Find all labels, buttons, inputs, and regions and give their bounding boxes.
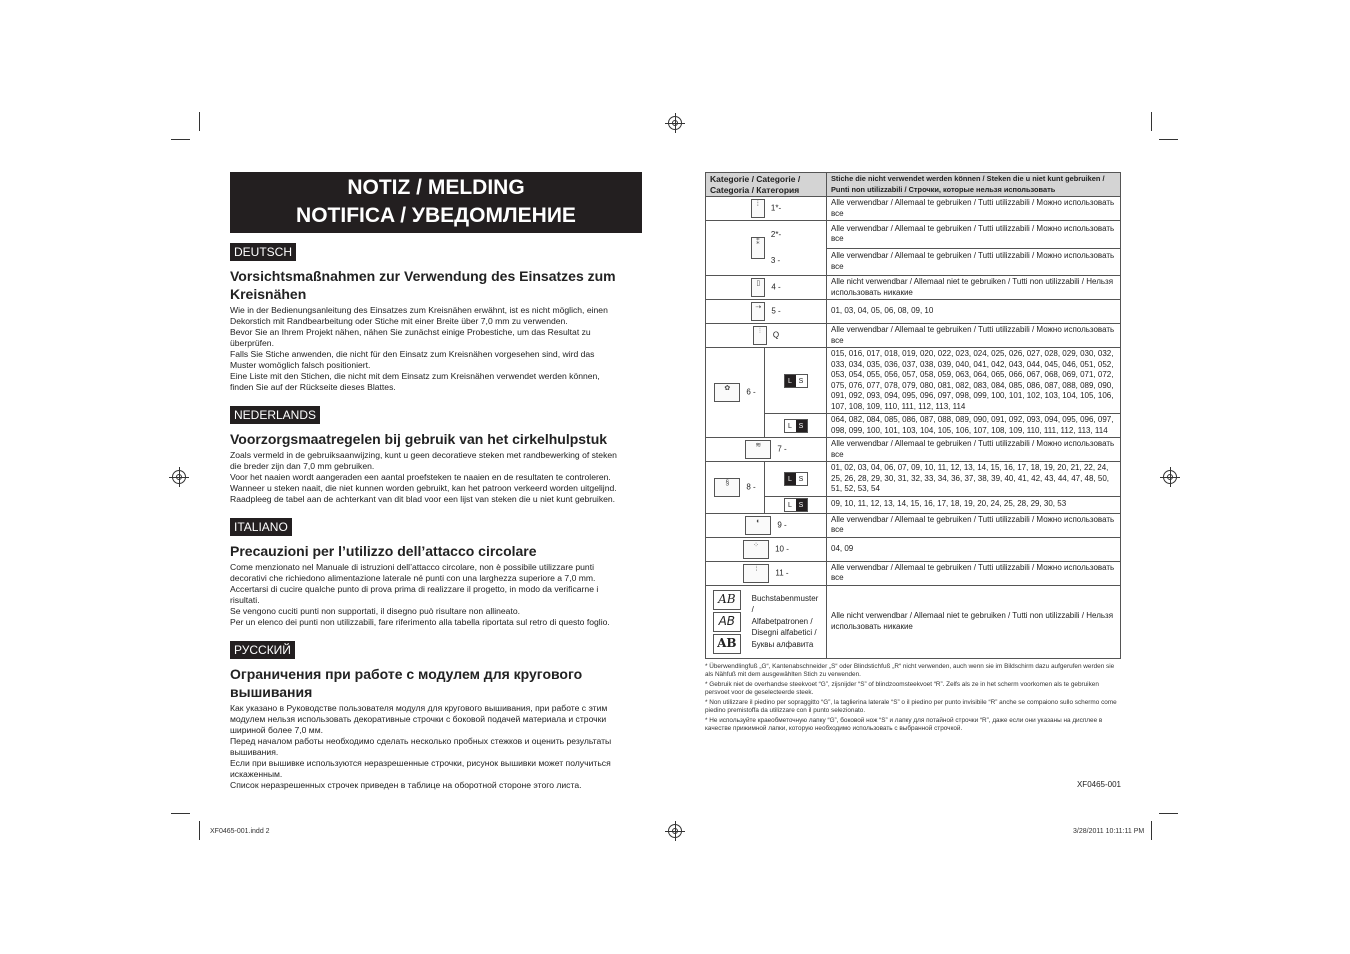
table-cell: 09, 10, 11, 12, 13, 14, 15, 16, 17, 18, 19, 20, 24, 25, 28, 29, 30, 53 xyxy=(827,496,1121,513)
table-cell: 01, 02, 03, 04, 06, 07, 09, 10, 11, 12, 13, 14, 15, 16, 17, 18, 19, 20, 21, 22, 24, 25, 26, 28, 29, 30, 31, 32, 33, 34, 36, 37, 38, 39, 40, 41, 42, 43, 44, 47, 48, 50, 51, 52, 53, 54 xyxy=(827,462,1121,497)
section-de xyxy=(230,233,642,393)
ls-selector-s-icon xyxy=(784,419,808,433)
category-label: 11 - xyxy=(775,568,789,578)
text-line: Bevor Sie an Ihrem Projekt nähen, nähen Sie zunächst einige Probestiche, um das Resultat zu xyxy=(230,327,591,337)
section-ru xyxy=(230,631,642,791)
crop-mark xyxy=(199,112,200,131)
text-line: модулем нельзя использовать декоративные строчки с боковой подачей материала и строчки xyxy=(230,714,607,724)
table-row xyxy=(706,513,1121,537)
text-line: шириной более 7,0 мм. xyxy=(230,725,323,735)
text-line: Буквы алфавита xyxy=(751,639,814,649)
stitch-category-icon: ▯ xyxy=(751,278,765,297)
table-row xyxy=(706,414,1121,438)
category-label: 3 - xyxy=(770,256,781,265)
footer-date: 3/28/2011 10:11:11 PM xyxy=(1073,828,1145,835)
text-line: Come menzionato nel Manuale di istruzioni dell’attacco circolare, non è possibile utilizzare punti xyxy=(230,562,594,572)
category-label: 10 - xyxy=(775,544,789,554)
stitch-category-icon: ≋ xyxy=(745,440,771,459)
text-line: Eine Liste mit den Stichen, die nicht mit dem Einsatz zum Kreisnähen verwendet werden können, xyxy=(230,371,600,381)
ls-selector-l-icon xyxy=(784,472,808,486)
category-label: 1*- xyxy=(770,203,782,213)
table-cell: Alle nicht verwendbar / Allemaal niet te gebruiken / Tutti non utilizzabili / Нельзя использовать никакие xyxy=(827,585,1121,658)
text-line: Disegni alfabetici / xyxy=(751,628,817,638)
language-badge: ITALIANO xyxy=(230,518,292,536)
table-row xyxy=(706,300,1121,324)
alphabet-block-icon: AB xyxy=(713,590,741,610)
page-title xyxy=(230,172,642,233)
section-heading: Ограничения при работе с модулем для кругового вышивания xyxy=(230,666,583,700)
table-cell: Alle verwendbar / Allemaal te gebruiken / Tutti utilizzabili / Можно использовать все xyxy=(827,438,1121,462)
table-row xyxy=(706,496,1121,513)
category-label: 8 - xyxy=(746,482,756,492)
ls-letter: S xyxy=(798,377,804,385)
stitch-category-icon: ⁞ xyxy=(751,199,765,218)
table-cell: Alle verwendbar / Allemaal te gebruiken / Tutti utilizzabili / Можно использовать все xyxy=(827,324,1121,348)
table-cell: 04, 09 xyxy=(827,537,1121,561)
section-nl xyxy=(230,396,642,505)
text-line: Falls Sie Stiche anwenden, die nicht für den Einsatz zum Kreisnähen vorgesehen sind, wird das xyxy=(230,349,595,359)
table-row xyxy=(706,438,1121,462)
stitch-category-icon: ✿ xyxy=(714,383,740,402)
section-heading: Precauzioni per l’utilizzo dell’attacco circolare xyxy=(230,543,537,559)
document-code: XF0465-001 xyxy=(1076,780,1121,789)
text-line: überprüfen. xyxy=(230,338,274,348)
crop-mark xyxy=(171,813,190,814)
ls-letter: S xyxy=(798,475,804,483)
ls-letter: L xyxy=(788,501,792,509)
registration-mark-icon xyxy=(668,824,682,838)
ls-letter: L xyxy=(785,375,796,387)
registration-mark-icon xyxy=(172,470,186,484)
table-cell: Alle verwendbar / Allemaal te gebruiken / Tutti utilizzabili / Можно использовать все xyxy=(827,197,1121,221)
crop-mark xyxy=(1159,813,1178,814)
alphabet-script-icon: AB xyxy=(713,612,741,632)
ls-letter: S xyxy=(796,420,807,432)
text-line: Muster womöglich falsch positioniert. xyxy=(230,360,371,370)
text-line: Accertarsi di cucire qualche punto di prova prima di realizzare il progetto, in modo da verificarne i xyxy=(230,584,599,594)
table-row xyxy=(706,462,1121,497)
table-row xyxy=(706,537,1121,561)
text-line: Dekorstich mit Randbearbeitung oder Stiche mit einer Breite über 7,0 mm zu verwenden. xyxy=(230,316,568,326)
table-cell: Alle verwendbar / Allemaal te gebruiken / Tutti utilizzabili / Можно использовать все xyxy=(827,561,1121,585)
table-header: Stiche die nicht verwendet werden können / Steken die u niet kunt gebruiken / Punti non utilizzabili / Строчки, которые нельзя использовать xyxy=(827,173,1121,197)
table-header: Kategorie / Categorie / Categoria / Категория xyxy=(706,173,827,197)
text-line: вышивания. xyxy=(230,747,279,757)
text-line: Wanneer u steken naait, die niet kunnen worden gebruikt, kan het patroon verkeerd worden uitgelijnd. xyxy=(230,483,617,493)
stitch-category-icon: § xyxy=(714,478,740,497)
footnote: * Überwendlingfuß „G“, Kantenabschneider „S“ oder Blindstichfuß „R“ nicht verwenden, auch wenn sie im Bildschirm dazu aufgerufen werden sie als Nähfuß mit dem ausgewählten Stich zu verwenden. xyxy=(705,662,1115,678)
category-label: 6 - xyxy=(746,387,756,397)
ls-letter: S xyxy=(796,499,807,511)
ls-letter: L xyxy=(788,422,792,430)
alphabet-outline-icon: AB xyxy=(713,634,741,654)
table-row xyxy=(706,197,1121,221)
table-cell: Alle verwendbar / Allemaal te gebruiken / Tutti utilizzabili / Можно использовать все xyxy=(827,221,1121,249)
footnote: * Gebruik niet de overhandse steekvoet “G”, zijsnijder “S” of blindzoomsteekvoet “R”. Zelfs als ze in het scherm voorkomen als te gebruiken persvoet voor de geselecteerde steek. xyxy=(705,680,1099,696)
text-line: die breder zijn dan 7,0 mm gebruiken. xyxy=(230,461,375,471)
category-label: 4 - xyxy=(771,282,781,292)
title-line: NOTIFICA / УВЕДОМЛЕНИЕ xyxy=(296,204,576,227)
ls-selector-l-icon xyxy=(784,374,808,388)
crop-mark xyxy=(199,821,200,840)
section-body xyxy=(230,703,642,791)
table-row xyxy=(706,348,1121,414)
text-line: Wie in der Bedienungsanleitung des Einsatzes zum Kreisnähen erwähnt, ist es nicht möglich, einen xyxy=(230,305,608,315)
text-line: decorativi che richiedono alimentazione laterale né punti con una larghezza superiore a 7,0 mm. xyxy=(230,573,596,583)
section-body xyxy=(230,450,642,505)
ls-letter: L xyxy=(785,473,796,485)
registration-mark-icon xyxy=(668,116,682,130)
table-cell: Alle nicht verwendbar / Allemaal niet te gebruiken / Tutti non utilizzabili / Нельзя использовать никакие xyxy=(827,276,1121,300)
registration-mark-icon xyxy=(1163,470,1177,484)
text-line: Alfabetpatronen / xyxy=(751,616,813,626)
table-row xyxy=(706,585,1121,658)
text-line: Если при вышивке используются неразрешенные строчки, рисунок вышивки может получиться xyxy=(230,758,611,768)
text-line: risultati. xyxy=(230,595,260,605)
category-label: 2*- xyxy=(770,230,782,239)
table-row xyxy=(706,221,1121,249)
section-heading: Voorzorgsmaatregelen bij gebruik van het cirkelhulpstuk xyxy=(230,431,608,447)
crop-mark xyxy=(1151,821,1152,840)
category-label: 5 - xyxy=(771,306,781,316)
table-cell: 015, 016, 017, 018, 019, 020, 022, 023, 024, 025, 026, 027, 028, 029, 030, 032, 033, 034, 035, 036, 037, 038, 039, 040, 041, 042, 043, 044, 045, 046, 051, 052, 053, 054, 055, 056, 057, 058, 059, 063, 064, 065, 066, 067, 068, 069, 071, 072, 075, 076, 077, 078, 079, 080, 081, 082, 083, 084, 085, 086, 087, 088, 089, 090, 091, 092, 093, 094, 095, 096, 097, 098, 099, 100, 101, 102, 103, 104, 105, 106, 107, 108, 109, 110, 111, 112, 113, 114 xyxy=(827,348,1121,414)
text-line: finden Sie auf der Rückseite dieses Blattes. xyxy=(230,382,396,392)
section-it xyxy=(230,508,642,628)
table-cell: Alle verwendbar / Allemaal te gebruiken / Tutti utilizzabili / Можно использовать все xyxy=(827,513,1121,537)
text-line: Raadpleeg de tabel aan de achterkant van dit blad voor een lijst van steken die u niet kunt gebruiken. xyxy=(230,494,616,504)
stitch-category-icon: ⁘ xyxy=(743,540,769,559)
letters-label xyxy=(752,593,822,651)
category-label: 7 - xyxy=(777,444,787,454)
stitch-category-icon: ⦙ xyxy=(743,564,769,583)
section-body xyxy=(230,562,642,628)
table-cell: 01, 03, 04, 05, 06, 08, 09, 10 xyxy=(827,300,1121,324)
text-line: Список неразрешенных строчек приведен в таблице на оборотной стороне этого листа. xyxy=(230,780,582,790)
text-line: Перед началом работы необходимо сделать несколько пробных стежков и оценить результаты xyxy=(230,736,612,746)
text-line: искаженным. xyxy=(230,769,283,779)
right-column xyxy=(705,172,1121,789)
stitch-category-icon: ◐ xyxy=(745,516,771,535)
section-heading: Vorsichtsmaßnahmen zur Verwendung des Einsatzes zum Kreisnähen xyxy=(230,268,616,302)
stitch-category-icon: ⁑ xyxy=(751,237,765,259)
table-header-row xyxy=(706,173,1121,197)
text-line: Voor het naaien wordt aangeraden een aantal proefsteken te naaien en de resultaten te controleren. xyxy=(230,472,611,482)
stitch-category-icon: ⫶ xyxy=(753,326,767,345)
table-row xyxy=(706,561,1121,585)
table-row xyxy=(706,324,1121,348)
category-label: 9 - xyxy=(777,520,787,530)
title-line: NOTIZ / MELDING xyxy=(347,176,525,199)
text-line: Buchstabenmuster / xyxy=(751,593,819,615)
left-column xyxy=(230,172,642,791)
text-line: Zoals vermeld in de gebruiksaanwijzing, kunt u geen decoratieve steken met randbewerking of steken xyxy=(230,450,617,460)
stitch-category-icon: ⇢ xyxy=(751,302,765,321)
footnotes xyxy=(705,663,1121,733)
footnote: * Non utilizzare il piedino per sopraggitto “G”, la taglierina laterale “S” o il piedino per punto invisibile “R” anche se compaiono sullo schermo come piedino premistoffa da utilizzare con il punto selezionato. xyxy=(705,698,1117,714)
category-label: Q xyxy=(772,330,780,340)
footer-file: XF0465-001.indd 2 xyxy=(210,828,270,835)
language-badge: РУССКИЙ xyxy=(230,641,295,659)
ls-selector-s-icon xyxy=(784,498,808,512)
crop-mark xyxy=(171,139,190,140)
stitch-table xyxy=(705,172,1121,659)
text-line: Se vengono cuciti punti non supportati, il disegno può risultare non allineato. xyxy=(230,606,520,616)
text-line: Per un elenco dei punti non utilizzabili, fare riferimento alla tabella riportata sul retro di questo foglio. xyxy=(230,617,610,627)
table-row xyxy=(706,276,1121,300)
text-line: Как указано в Руководстве пользователя модуля для кругового вышивания, при работе с этим xyxy=(230,703,608,713)
table-cell: Alle verwendbar / Allemaal te gebruiken / Tutti utilizzabili / Можно использовать все xyxy=(827,248,1121,276)
section-body xyxy=(230,305,642,393)
table-cell: 064, 082, 084, 085, 086, 087, 088, 089, 090, 091, 092, 093, 094, 095, 096, 097, 098, 099, 100, 101, 103, 104, 105, 106, 107, 108, 109, 110, 111, 112, 113, 114 xyxy=(827,414,1121,438)
crop-mark xyxy=(1159,139,1178,140)
language-badge: DEUTSCH xyxy=(230,243,296,261)
crop-mark xyxy=(1151,112,1152,131)
language-badge: NEDERLANDS xyxy=(230,406,320,424)
footnote: * Не используйте краеобметочную лапку “G”, боковой нож “S” и лапку для потайной строчки “R”, даже если они указаны на дисплее в качестве прижимной лапки, которую необходимо использовать с выбранной строчкой. xyxy=(705,716,1103,732)
